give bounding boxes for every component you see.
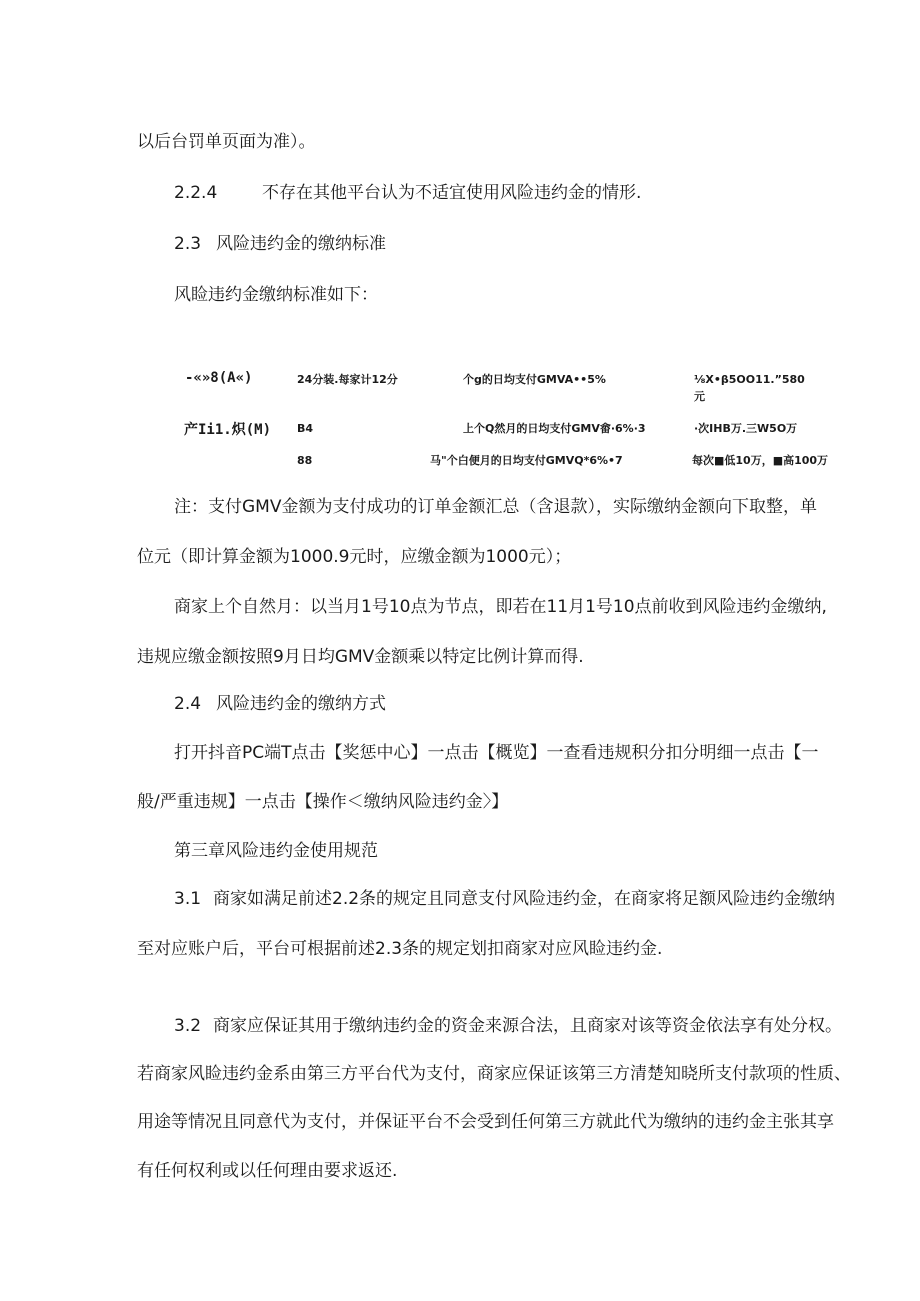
- paragraph-line: 商家如满足前述2.2条的规定且同意支付风险违约金，在商家将足额风险违约金缴纳: [213, 889, 836, 909]
- paragraph-line: 若商家风睑违约金系由第三方平台代为支付，商家应保证该第三方清楚知晓所支付款项的性质、: [137, 1064, 851, 1084]
- section-title: 风险违约金的缴纳方式: [216, 694, 386, 714]
- paragraph-line: 用途等情况且同意代为支付，并保证平台不会受到任何第三方就此代为缴纳的违约金主张其享: [137, 1112, 834, 1132]
- section-heading-2-2-4: [174, 181, 217, 205]
- table-cell: 个g的日均支付GMVA••5%: [463, 373, 606, 386]
- paragraph-line: 违规应缴金额按照9月日均GMV金额乘以特定比例计算而得.: [137, 647, 584, 667]
- section-heading-3-1: [174, 887, 201, 911]
- table-cell: ·次IHB万.三W5O万: [694, 422, 798, 435]
- paragraph-line: 至对应账户后，平台可根据前述2.3条的规定划扣商家对应风睑违约金.: [137, 939, 663, 959]
- table-cell: 24分装.每家计12分: [297, 373, 398, 386]
- paragraph-line: 有任何权利或以任何理由要求返还.: [137, 1161, 398, 1181]
- paragraph-line: 位元（即计算金额为1000.9元时，应缴金额为1000元）；: [137, 547, 572, 567]
- chapter-title: 第三章风险违约金使用规范: [174, 841, 378, 861]
- paragraph-line: 商家上个自然月：以当月1号10点为节点，即若在11月1号10点前收到风险违约金缴纳,: [174, 597, 827, 617]
- table-cell: B4: [297, 422, 314, 435]
- section-title: 风险违约金的缴纳标准: [216, 234, 386, 254]
- table-cell: 产Ii1.炽(M): [184, 422, 272, 438]
- table-cell: -«»8(A«): [185, 370, 253, 386]
- section-number: 3.1: [174, 889, 202, 909]
- section-heading-2-4: [174, 692, 201, 716]
- table-cell: 上个Q然月的日均支付GMV畲·6%·3: [463, 422, 646, 435]
- section-number: 2.4: [174, 694, 202, 714]
- paragraph-line: 不存在其他平台认为不适宜使用风险违约金的情形.: [262, 183, 642, 203]
- paragraph-line: 打开抖音PC端T点击【奖惩中心】一点击【概览】一查看违规积分扣分明细一点击【一: [174, 743, 819, 763]
- section-heading-2-3: [174, 232, 201, 256]
- table-cell: ⅛X•β5OO11.”580: [694, 373, 805, 386]
- table-cell: 每次■低10万，■高100万: [692, 454, 829, 467]
- section-number: 3.2: [174, 1016, 202, 1036]
- section-number: 2.3: [174, 234, 202, 254]
- table-cell: 马"个白便月的日均支付GMVQ*6%•7: [430, 454, 623, 467]
- section-heading-3-2: [174, 1014, 201, 1038]
- table-cell: 元: [694, 390, 705, 403]
- paragraph-line: 注：支付GMV金额为支付成功的订单金额汇总（含退款），实际缴纳金额向下取整，单: [174, 497, 817, 517]
- table-cell: 88: [297, 454, 313, 467]
- paragraph-line: 以后台罚单页面为准）。: [137, 132, 316, 152]
- paragraph-line: 般/严重违规】一点击【操作＜缴纳风险违约金〉】: [137, 792, 509, 812]
- paragraph-line: 商家应保证其用于缴纳违约金的资金来源合法，且商家对该等资金依法享有处分权。: [213, 1016, 842, 1036]
- paragraph-line: 风睑违约金缴纳标准如下：: [174, 285, 378, 305]
- section-number: 2.2.4: [174, 183, 218, 203]
